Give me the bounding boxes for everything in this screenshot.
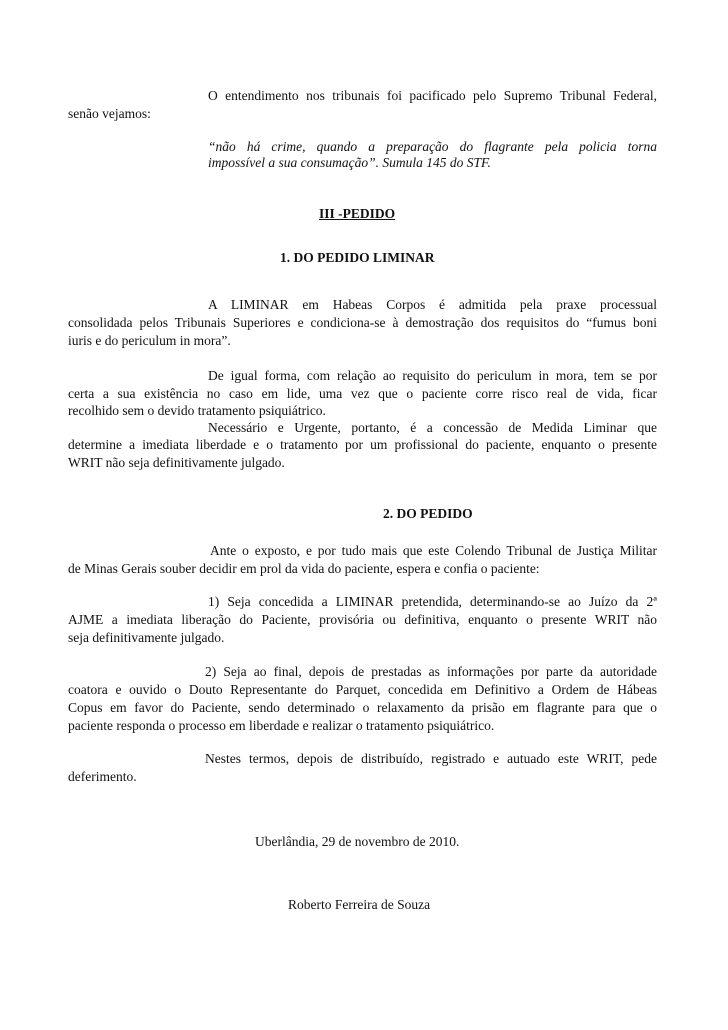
para2-line-3: recolhido sem o devido tratamento psiquiátrico. — [68, 403, 326, 418]
para3-line-1: Necessário e Urgente, portanto, é a concessão de Medida Liminar que — [208, 420, 657, 435]
subsection-2-title: 2. DO PEDIDO — [383, 506, 473, 521]
para1-line-3: iuris e do periculum in mora”. — [68, 333, 231, 348]
para1-line-2: consolidada pelos Tribunais Superiores e condiciona-se à demostração dos requisitos do “fumus boni — [68, 315, 657, 330]
section-title-text: III -PEDIDO — [319, 206, 396, 221]
closing-line-1: Nestes termos, depois de distribuído, registrado e autuado este WRIT, pede — [205, 751, 657, 766]
intro-line-2: senão vejamos: — [68, 106, 151, 121]
item1-line-2: AJME a imediata liberação do Paciente, provisória ou definitiva, enquanto o presente WRIT não — [68, 612, 657, 627]
para4-line-1: Ante o exposto, e por tudo mais que este Colendo Tribunal de Justiça Militar — [210, 543, 657, 558]
place-date: Uberlândia, 29 de novembro de 2010. — [255, 834, 460, 849]
item2-line-3: Copus em favor do Paciente, sendo determinado o relaxamento da prisão em flagrante para que o — [68, 700, 657, 715]
para3-line-2: determine a imediata liberdade e o tratamento por um profissional do paciente, enquanto o presente — [68, 437, 657, 452]
stf-quote — [208, 139, 657, 171]
para2-line-1: De igual forma, com relação ao requisito do periculum in mora, tem se por — [208, 368, 657, 383]
para2-line-2: certa a sua existência no caso em lide, uma vez que o paciente corre risco real de vida, ficar — [68, 386, 657, 401]
quote-line-1: “não há crime, quando a preparação do flagrante pela policia torna — [208, 139, 657, 154]
item1-line-1: 1) Seja concedida a LIMINAR pretendida, determinando-se ao Juízo da 2ª — [208, 594, 657, 609]
item2-line-4: paciente responda o processo em liberdade e realizar o tratamento psiquiátrico. — [68, 718, 495, 733]
para4-line-2: de Minas Gerais souber decidir em prol da vida do paciente, espera e confia o paciente: — [68, 561, 540, 576]
item2-line-1: 2) Seja ao final, depois de prestadas as informações por parte da autoridade — [205, 664, 657, 679]
quote-line-2: impossível a sua consumação”. Sumula 145 do STF. — [208, 155, 491, 170]
signature-name: Roberto Ferreira de Souza — [288, 897, 431, 912]
section-title — [319, 206, 395, 222]
para1-line-1: A LIMINAR em Habeas Corpos é admitida pela praxe processual — [208, 297, 657, 312]
item1-line-3: seja definitivamente julgado. — [68, 630, 225, 645]
para3-line-3: WRIT não seja definitivamente julgado. — [68, 455, 285, 470]
intro-line-1: O entendimento nos tribunais foi pacificado pelo Supremo Tribunal Federal, — [208, 88, 657, 103]
item2-line-2: coatora e ouvido o Douto Representante do Parquet, concedida em Definitivo a Ordem de Hábeas — [68, 682, 657, 697]
closing-line-2: deferimento. — [68, 769, 137, 784]
subsection-1-title: 1. DO PEDIDO LIMINAR — [280, 250, 435, 265]
